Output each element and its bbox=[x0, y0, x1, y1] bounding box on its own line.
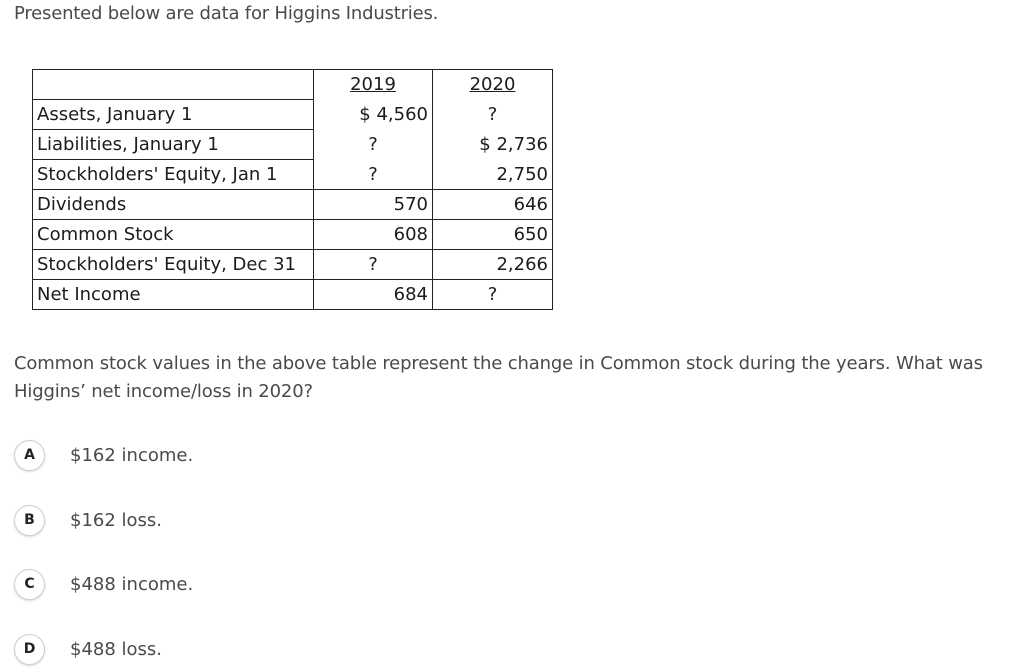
cell-2019: ? bbox=[314, 250, 433, 280]
row-label: Assets, January 1 bbox=[33, 100, 314, 130]
header-2020: 2020 bbox=[433, 70, 553, 100]
answer-option-d[interactable] bbox=[14, 632, 162, 666]
table-row bbox=[33, 100, 553, 130]
question-text bbox=[14, 350, 1036, 406]
cell-2020: 646 bbox=[433, 190, 553, 220]
answer-option-c[interactable] bbox=[14, 567, 193, 601]
data-table bbox=[32, 69, 553, 310]
cell-2019: 608 bbox=[314, 220, 433, 250]
row-label: Common Stock bbox=[33, 220, 314, 250]
cell-2020: ? bbox=[433, 280, 553, 310]
table-row bbox=[33, 220, 553, 250]
header-empty-cell bbox=[33, 70, 314, 100]
option-label[interactable]: $162 income. bbox=[70, 444, 194, 466]
option-letter-badge[interactable]: A bbox=[14, 440, 45, 471]
option-label[interactable]: $488 income. bbox=[70, 573, 194, 595]
cell-2019: 684 bbox=[314, 280, 433, 310]
table-row bbox=[33, 280, 553, 310]
cell-2019: ? bbox=[314, 130, 433, 160]
cell-2020: 2,266 bbox=[433, 250, 553, 280]
cell-2020: 650 bbox=[433, 220, 553, 250]
row-label: Dividends bbox=[33, 190, 314, 220]
option-letter-badge[interactable]: B bbox=[14, 505, 45, 536]
table-row bbox=[33, 160, 553, 190]
cell-2019: ? bbox=[314, 160, 433, 190]
question-line-2: Higgins’ net income/loss in 2020? bbox=[14, 381, 313, 402]
question-line-1: Common stock values in the above table represent the change in Common stock during the years. What was bbox=[14, 353, 983, 374]
table-row bbox=[33, 190, 553, 220]
row-label: Net Income bbox=[33, 280, 314, 310]
table-row bbox=[33, 250, 553, 280]
option-letter-badge[interactable]: C bbox=[14, 569, 45, 600]
row-label: Stockholders' Equity, Jan 1 bbox=[33, 160, 314, 190]
option-label[interactable]: $488 loss. bbox=[70, 638, 163, 660]
table-row bbox=[33, 130, 553, 160]
option-letter-badge[interactable]: D bbox=[14, 634, 45, 665]
cell-2020: ? bbox=[433, 100, 553, 130]
cell-2020: 2,750 bbox=[433, 160, 553, 190]
intro-text: Presented below are data for Higgins Industries. bbox=[14, 3, 439, 24]
row-label: Stockholders' Equity, Dec 31 bbox=[33, 250, 314, 280]
answer-option-a[interactable] bbox=[14, 438, 193, 472]
cell-2020: $ 2,736 bbox=[433, 130, 553, 160]
row-label: Liabilities, January 1 bbox=[33, 130, 314, 160]
cell-2019: 570 bbox=[314, 190, 433, 220]
table-header-row bbox=[33, 70, 553, 100]
option-label[interactable]: $162 loss. bbox=[70, 509, 163, 531]
cell-2019: $ 4,560 bbox=[314, 100, 433, 130]
answer-option-b[interactable] bbox=[14, 503, 162, 537]
header-2019: 2019 bbox=[314, 70, 433, 100]
